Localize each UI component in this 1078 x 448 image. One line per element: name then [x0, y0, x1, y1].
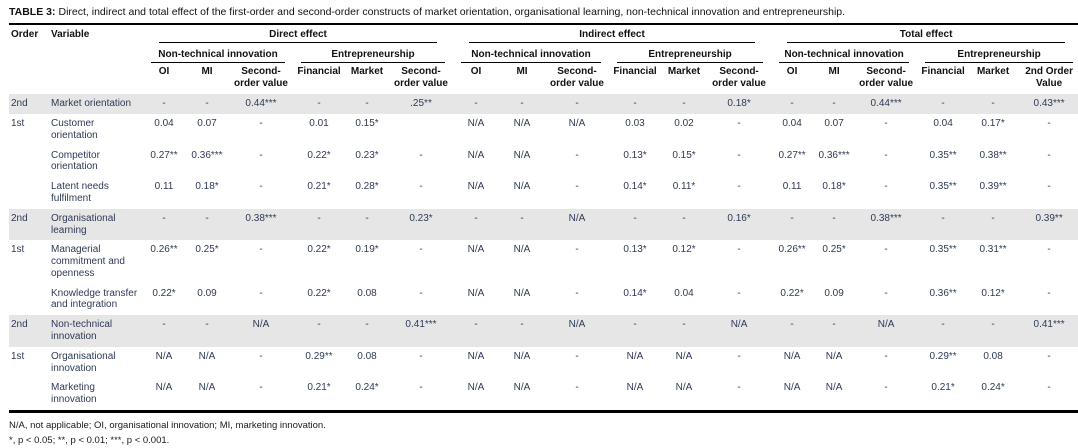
value-cell: -: [884, 382, 888, 394]
value-cell: -: [790, 319, 794, 331]
value-cell: -: [419, 382, 423, 394]
value-cell: N/A: [467, 149, 485, 161]
value-cell: 0.26**: [778, 244, 806, 256]
column-header-oi: OI: [786, 66, 798, 78]
value-cell: 0.16*: [727, 212, 751, 224]
value-cell: -: [884, 149, 888, 161]
value-cell: N/A: [467, 244, 485, 256]
value-cell: 0.38***: [245, 212, 277, 224]
order-cell: 2nd: [11, 98, 28, 110]
value-cell: 0.18*: [195, 181, 219, 193]
value-cell: 0.36***: [818, 149, 850, 161]
value-cell: -: [941, 212, 945, 224]
variable-cell: Organisational innovation: [51, 350, 116, 374]
value-cell: 0.22*: [780, 287, 804, 299]
value-cell: -: [832, 98, 836, 110]
value-cell: 0.27**: [150, 149, 178, 161]
column-header-mi: MI: [516, 66, 528, 78]
group-header-total-effect: [771, 24, 1078, 43]
value-cell: 0.04: [782, 117, 802, 129]
value-cell: 0.22*: [307, 287, 331, 299]
subgroup-header-entrepreneurship: [609, 43, 771, 63]
value-cell: 0.38**: [979, 149, 1007, 161]
value-cell: -: [790, 98, 794, 110]
value-cell: 0.21*: [931, 382, 955, 394]
value-cell: 0.04: [674, 287, 694, 299]
column-header-financial: Financial: [297, 66, 341, 78]
value-cell: 0.14*: [623, 181, 647, 193]
variable-cell: Competitor orientation: [51, 149, 100, 173]
value-cell: 0.27**: [778, 149, 806, 161]
value-cell: -: [832, 319, 836, 331]
table-row: [9, 378, 1078, 411]
value-cell: -: [205, 319, 209, 331]
value-cell: 0.04: [933, 117, 953, 129]
value-cell: -: [790, 212, 794, 224]
value-cell: 0.25*: [822, 244, 846, 256]
subgroup-header-non-technical-innovation: [771, 43, 917, 63]
value-cell: .25**: [410, 98, 432, 110]
value-cell: -: [682, 98, 686, 110]
value-cell: -: [884, 350, 888, 362]
value-cell: 0.39**: [1035, 212, 1063, 224]
table-row: [9, 114, 1078, 146]
column-header-market: Market: [976, 66, 1010, 78]
table-row: [9, 240, 1078, 283]
value-cell: 0.09: [197, 287, 217, 299]
table-caption-text: Direct, indirect and total effect of the first-order and second-order constructs of market orientation, organisational learning, non-technical innovation and entrepreneurship.: [58, 6, 846, 18]
value-cell: 0.21*: [307, 181, 331, 193]
value-cell: 0.19*: [355, 244, 379, 256]
column-header-oi: OI: [158, 66, 170, 78]
value-cell: -: [162, 98, 166, 110]
value-cell: 0.35**: [929, 244, 957, 256]
value-cell: N/A: [155, 350, 173, 362]
value-cell: 0.08: [983, 350, 1003, 362]
value-cell: 0.07: [197, 117, 217, 129]
value-cell: N/A: [825, 350, 843, 362]
value-cell: N/A: [155, 382, 173, 394]
column-header-market: Market: [667, 66, 701, 78]
value-cell: 0.41***: [405, 319, 437, 331]
value-cell: -: [682, 212, 686, 224]
order-cell: [9, 378, 49, 411]
order-cell: 2nd: [11, 212, 28, 224]
value-cell: 0.11: [782, 181, 802, 193]
subgroup-header-label: Entrepreneurship: [617, 48, 763, 63]
value-cell: -: [1047, 287, 1051, 299]
value-cell: -: [737, 117, 741, 129]
value-cell: N/A: [467, 117, 485, 129]
value-cell: -: [633, 319, 637, 331]
value-cell: -: [991, 212, 995, 224]
value-cell: -: [259, 382, 263, 394]
value-cell: -: [259, 244, 263, 256]
value-cell: -: [737, 287, 741, 299]
variable-cell: Organisational learning: [51, 212, 116, 236]
value-cell: -: [1047, 117, 1051, 129]
value-cell: -: [1047, 149, 1051, 161]
table-row: [9, 284, 1078, 316]
value-cell: -: [419, 181, 423, 193]
table-row: [9, 315, 1078, 347]
value-cell: N/A: [513, 181, 531, 193]
column-header-market: Market: [350, 66, 384, 78]
value-cell: N/A: [783, 350, 801, 362]
value-cell: 0.44***: [245, 98, 277, 110]
table-row: [9, 347, 1078, 379]
value-cell: 0.02: [674, 117, 694, 129]
value-cell: -: [365, 319, 369, 331]
value-cell: 0.26**: [150, 244, 178, 256]
column-header-variable: Variable: [51, 29, 90, 41]
value-cell: 0.41***: [1033, 319, 1065, 331]
group-header-label: Direct effect: [159, 28, 437, 43]
table-row: [9, 146, 1078, 178]
value-cell: 0.39**: [979, 181, 1007, 193]
value-cell: -: [737, 244, 741, 256]
subgroup-header-label: Non-technical innovation: [779, 48, 909, 63]
value-cell: 0.35**: [929, 181, 957, 193]
value-cell: N/A: [626, 350, 644, 362]
value-cell: -: [520, 98, 524, 110]
value-cell: N/A: [783, 382, 801, 394]
table-row: [9, 209, 1078, 241]
column-header-second-order-value: Second-order value: [550, 66, 604, 89]
group-header-direct-effect: [143, 24, 453, 43]
value-cell: -: [1047, 244, 1051, 256]
value-cell: -: [737, 350, 741, 362]
value-cell: -: [884, 181, 888, 193]
value-cell: 0.01: [309, 117, 329, 129]
footnote-abbreviations: N/A, not applicable; OI, organisational innovation; MI, marketing innovation.: [9, 420, 326, 432]
value-cell: -: [575, 181, 579, 193]
subgroup-header-entrepreneurship: [917, 43, 1078, 63]
value-cell: -: [575, 350, 579, 362]
value-cell: -: [259, 350, 263, 362]
value-cell: -: [317, 319, 321, 331]
variable-cell: Customer orientation: [51, 117, 98, 141]
value-cell: -: [575, 98, 579, 110]
value-cell: N/A: [877, 319, 895, 331]
value-cell: 0.35**: [929, 149, 957, 161]
value-cell: [389, 114, 453, 146]
value-cell: -: [1047, 382, 1051, 394]
value-cell: -: [365, 212, 369, 224]
value-cell: 0.18*: [727, 98, 751, 110]
value-cell: 0.29**: [929, 350, 957, 362]
value-cell: 0.03: [625, 117, 645, 129]
effects-table: [9, 23, 1078, 413]
value-cell: -: [737, 382, 741, 394]
value-cell: N/A: [467, 382, 485, 394]
value-cell: 0.36***: [191, 149, 223, 161]
value-cell: -: [259, 181, 263, 193]
value-cell: -: [419, 287, 423, 299]
value-cell: 0.14*: [623, 287, 647, 299]
table-row: [9, 177, 1078, 209]
value-cell: 0.13*: [623, 149, 647, 161]
subgroup-header-label: Non-technical innovation: [151, 48, 285, 63]
value-cell: -: [419, 350, 423, 362]
value-cell: -: [365, 98, 369, 110]
value-cell: -: [832, 212, 836, 224]
variable-cell: Latent needs fulfilment: [51, 181, 109, 204]
value-cell: -: [991, 319, 995, 331]
value-cell: 0.31**: [979, 244, 1007, 256]
subgroup-header-label: Entrepreneurship: [925, 48, 1073, 63]
value-cell: 0.36**: [929, 287, 957, 299]
value-cell: 0.04: [154, 117, 174, 129]
value-cell: -: [419, 149, 423, 161]
value-cell: -: [162, 319, 166, 331]
value-cell: -: [575, 382, 579, 394]
value-cell: -: [941, 319, 945, 331]
value-cell: -: [737, 149, 741, 161]
value-cell: N/A: [467, 350, 485, 362]
table-row: [9, 94, 1078, 114]
value-cell: 0.38***: [870, 212, 902, 224]
value-cell: N/A: [513, 149, 531, 161]
value-cell: -: [1047, 350, 1051, 362]
value-cell: -: [419, 244, 423, 256]
subgroup-header-label: Non-technical innovation: [461, 48, 601, 63]
value-cell: N/A: [513, 287, 531, 299]
value-cell: 0.17*: [981, 117, 1005, 129]
value-cell: 0.12*: [981, 287, 1005, 299]
footnote-significance: *, p < 0.05; **, p < 0.01; ***, p < 0.001.: [9, 435, 170, 447]
variable-cell: Knowledge transfer and integration: [51, 287, 138, 311]
order-cell: 1st: [11, 350, 25, 362]
value-cell: -: [474, 98, 478, 110]
value-cell: 0.08: [357, 287, 377, 299]
column-header-second-order-value: Second-order value: [394, 66, 448, 89]
value-cell: -: [259, 287, 263, 299]
variable-cell: Market orientation: [51, 98, 132, 110]
column-header-financial: Financial: [921, 66, 965, 78]
subgroup-header-entrepreneurship: [293, 43, 453, 63]
value-cell: -: [633, 212, 637, 224]
value-cell: -: [737, 181, 741, 193]
value-cell: 0.24*: [981, 382, 1005, 394]
value-cell: N/A: [626, 382, 644, 394]
value-cell: -: [259, 117, 263, 129]
value-cell: N/A: [513, 244, 531, 256]
value-cell: N/A: [252, 319, 270, 331]
value-cell: -: [941, 98, 945, 110]
value-cell: -: [474, 319, 478, 331]
group-header-label: Indirect effect: [469, 28, 755, 43]
table-caption: [9, 6, 1069, 19]
value-cell: 0.21*: [307, 382, 331, 394]
footnotes: [9, 418, 1069, 448]
value-cell: 0.15*: [355, 117, 379, 129]
value-cell: 0.13*: [623, 244, 647, 256]
order-cell: 1st: [11, 117, 25, 129]
value-cell: -: [474, 212, 478, 224]
value-cell: 0.25*: [195, 244, 219, 256]
value-cell: N/A: [513, 117, 531, 129]
value-cell: 0.29**: [305, 350, 333, 362]
value-cell: 0.07: [824, 117, 844, 129]
value-cell: -: [259, 149, 263, 161]
table-caption-label: TABLE 3:: [9, 6, 56, 18]
subgroup-header-non-technical-innovation: [453, 43, 609, 63]
value-cell: 0.23*: [355, 149, 379, 161]
value-cell: N/A: [730, 319, 748, 331]
value-cell: 0.11: [154, 181, 174, 193]
value-cell: -: [317, 212, 321, 224]
variable-cell: Non-technical innovation: [51, 319, 113, 343]
value-cell: 0.18*: [822, 181, 846, 193]
value-cell: -: [884, 117, 888, 129]
variable-cell: Managerial commitment and openness: [51, 244, 125, 279]
value-cell: -: [575, 287, 579, 299]
value-cell: -: [991, 98, 995, 110]
column-header-mi: MI: [201, 66, 213, 78]
value-cell: 0.23*: [409, 212, 433, 224]
value-cell: -: [884, 244, 888, 256]
order-cell: [9, 284, 49, 316]
value-cell: N/A: [513, 350, 531, 362]
variable-cell: Marketing innovation: [51, 382, 97, 406]
value-cell: 0.43***: [1033, 98, 1065, 110]
subgroup-header-non-technical-innovation: [143, 43, 293, 63]
order-cell: [9, 146, 49, 178]
value-cell: 0.09: [824, 287, 844, 299]
value-cell: 0.08: [357, 350, 377, 362]
column-header-oi: OI: [470, 66, 482, 78]
value-cell: -: [1047, 181, 1051, 193]
column-header-2nd-order-value: 2nd Order Value: [1025, 66, 1073, 89]
value-cell: N/A: [467, 287, 485, 299]
value-cell: -: [575, 244, 579, 256]
value-cell: 0.44***: [870, 98, 902, 110]
column-header-financial: Financial: [613, 66, 657, 78]
subgroup-header-label: Entrepreneurship: [301, 48, 445, 63]
value-cell: -: [205, 212, 209, 224]
group-header-label: Total effect: [787, 28, 1065, 43]
order-cell: [9, 177, 49, 209]
value-cell: N/A: [513, 382, 531, 394]
value-cell: 0.24*: [355, 382, 379, 394]
order-cell: 2nd: [11, 319, 28, 331]
value-cell: -: [682, 319, 686, 331]
value-cell: -: [633, 98, 637, 110]
column-header-second-order-value: Second-order value: [712, 66, 766, 89]
value-cell: 0.12*: [672, 244, 696, 256]
value-cell: N/A: [568, 117, 586, 129]
order-cell: 1st: [11, 244, 25, 256]
value-cell: N/A: [675, 350, 693, 362]
value-cell: N/A: [825, 382, 843, 394]
value-cell: N/A: [675, 382, 693, 394]
value-cell: -: [520, 319, 524, 331]
value-cell: -: [317, 98, 321, 110]
value-cell: N/A: [467, 181, 485, 193]
value-cell: 0.22*: [307, 149, 331, 161]
value-cell: N/A: [568, 212, 586, 224]
value-cell: N/A: [568, 319, 586, 331]
column-header-mi: MI: [828, 66, 840, 78]
value-cell: -: [205, 98, 209, 110]
value-cell: 0.22*: [152, 287, 176, 299]
value-cell: N/A: [198, 350, 216, 362]
value-cell: -: [520, 212, 524, 224]
value-cell: 0.28*: [355, 181, 379, 193]
value-cell: 0.11*: [672, 181, 696, 193]
value-cell: N/A: [198, 382, 216, 394]
value-cell: 0.15*: [672, 149, 696, 161]
value-cell: -: [162, 212, 166, 224]
value-cell: 0.22*: [307, 244, 331, 256]
column-header-second-order-value: Second-order value: [859, 66, 914, 89]
value-cell: -: [575, 149, 579, 161]
column-header-second-order-value: Second-order value: [234, 66, 288, 89]
value-cell: -: [884, 287, 888, 299]
group-header-indirect-effect: [453, 24, 771, 43]
column-header-order: Order: [11, 29, 39, 41]
